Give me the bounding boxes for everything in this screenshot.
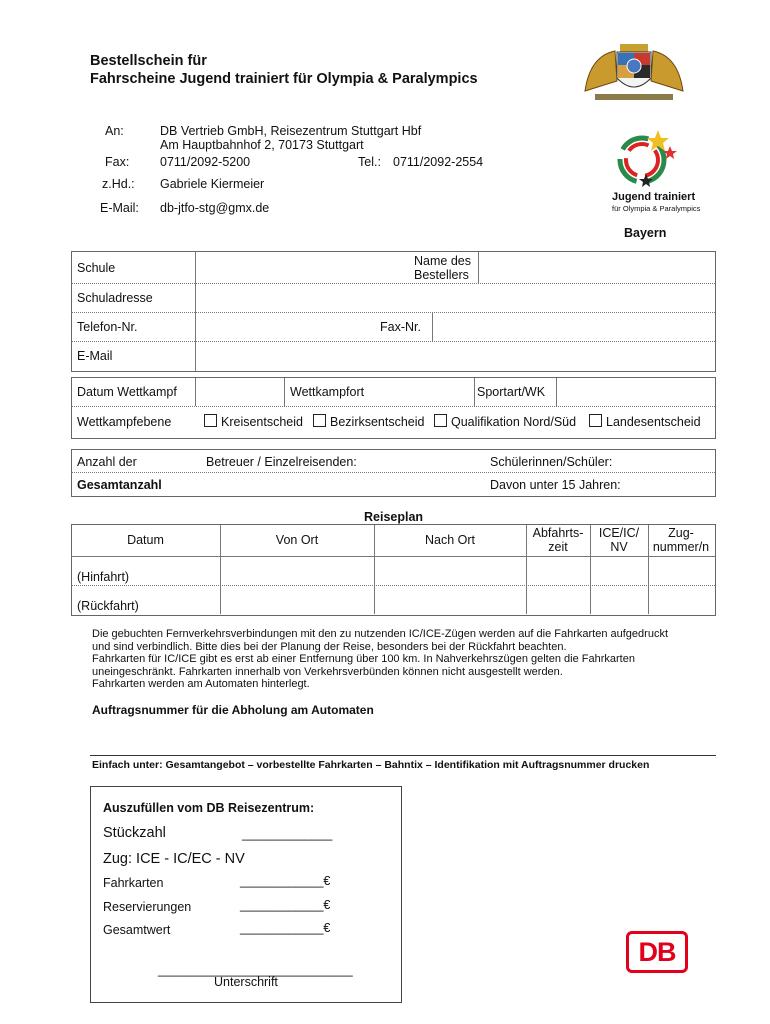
checkbox-icon[interactable] (434, 414, 447, 427)
fahrkarten-label: Fahrkarten (103, 876, 164, 890)
col-nach-ort: Nach Ort (424, 533, 475, 547)
page-title (90, 52, 478, 88)
schueler-field[interactable] (618, 450, 713, 472)
option-qualifikation[interactable] (434, 414, 576, 429)
option-landesentscheid[interactable] (589, 414, 701, 429)
auftragsnummer-label: Auftragsnummer für die Abholung am Automaten (92, 703, 374, 717)
notes-paragraph (92, 628, 732, 691)
col-zugnummer (648, 526, 714, 554)
col-zugnummer-line-2: nummer/n (652, 540, 710, 554)
jtfo-logo-line-2: für Olympia & Paralympics (612, 204, 701, 213)
stueckzahl-field[interactable]: _____________ (242, 827, 333, 841)
db-logo-text: DB (638, 937, 676, 967)
bavaria-coat-of-arms-icon (575, 36, 693, 106)
unter-15-label: Davon unter 15 Jahren: (490, 478, 621, 492)
note-line: Fahrkarten werden am Automaten hinterlegt. (92, 678, 310, 690)
option-bezirksentscheid-label: Bezirksentscheid (330, 415, 425, 429)
note-line: und sind verbindlich. Bitte dies bei der Planung der Reise, besonders bei der Rückfahrt beachten. (92, 640, 567, 653)
option-kreisentscheid[interactable] (204, 414, 303, 429)
reiseplan-title: Reiseplan (364, 510, 424, 524)
row-hinfahrt-fields[interactable] (221, 557, 714, 585)
jtfo-logo-line-1: Jugend trainiert (612, 191, 696, 203)
option-bezirksentscheid[interactable] (313, 414, 425, 429)
col-von-ort: Von Ort (275, 533, 319, 547)
checkbox-icon[interactable] (313, 414, 326, 427)
datum-wettkampf-label: Datum Wettkampf (77, 385, 177, 399)
gesamtanzahl-field[interactable] (170, 473, 480, 495)
einfach-instruction: Einfach unter: Gesamtangebot – vorbestellte Fahrkarten – Bahntix – Identifikation mit Auftragsnummer drucken (92, 759, 650, 771)
col-abfahrtszeit-line-1: Abfahrts- (532, 526, 584, 540)
name-des-bestellers-label (414, 254, 471, 282)
checkbox-icon[interactable] (204, 414, 217, 427)
jtfo-logo-icon (612, 126, 684, 188)
wettkampfort-label: Wettkampfort (290, 385, 365, 399)
sportart-label: Sportart/WK (477, 385, 546, 399)
fax-nr-label: Fax-Nr. (380, 320, 421, 334)
note-line: uneingeschränkt. Fahrkarten innerhalb von Verkehrsverbünden können nicht ausgestellt werden. (92, 665, 563, 678)
tel-label: Tel.: (358, 155, 381, 169)
reservierungen-label: Reservierungen (103, 900, 192, 914)
signature-line[interactable]: ____________________________ (158, 963, 353, 977)
row-hinfahrt-label: (Hinfahrt) (77, 570, 130, 584)
row-rueckfahrt-fields[interactable] (221, 586, 714, 614)
datum-wettkampf-field[interactable] (196, 378, 284, 406)
note-line: Fahrkarten für IC/ICE gibt es erst ab einer Entfernung über 100 km. In Nahverkehrszügen gelten die Fahrkarten (92, 653, 635, 665)
besteller-name-field[interactable] (479, 252, 714, 282)
gesamtwert-label: Gesamtwert (103, 923, 171, 937)
db-box-title: Auszufüllen vom DB Reisezentrum: (103, 801, 315, 815)
telefon-field[interactable] (196, 313, 376, 341)
recipient-line-1: DB Vertrieb GmbH, Reisezentrum Stuttgart Hbf (160, 124, 422, 138)
schule-field[interactable] (196, 252, 408, 282)
schule-label: Schule (77, 261, 116, 275)
option-kreisentscheid-label: Kreisentscheid (221, 415, 303, 429)
schuladresse-field[interactable] (196, 284, 714, 312)
row-rueckfahrt-label: (Rückfahrt) (77, 599, 139, 613)
option-qualifikation-label: Qualifikation Nord/Süd (451, 415, 577, 429)
email-label: E-Mail: (100, 201, 139, 215)
col-datum: Datum (127, 533, 164, 547)
col-zugart (590, 526, 648, 554)
col-zugart-line-2: NV (610, 540, 628, 554)
col-zugnummer-line-1: Zug- (668, 526, 694, 540)
telefon-label: Telefon-Nr. (77, 320, 138, 334)
title-line-2: Fahrscheine Jugend trainiert für Olympia & Paralympics (90, 71, 478, 87)
betreuer-label: Betreuer / Einzelreisenden: (206, 455, 357, 469)
note-line: Die gebuchten Fernverkehrsverbindungen mit den zu nutzenden IC/ICE-Zügen werden auf die Fahrkarten aufgedruckt (92, 628, 669, 640)
email-form-label: E-Mail (77, 349, 113, 363)
email-value: db-jtfo-stg@gmx.de (160, 201, 270, 215)
wettkampfort-field[interactable] (372, 378, 474, 406)
an-label: An: (105, 124, 124, 138)
unter-15-field[interactable] (630, 473, 713, 495)
wettkampfebene-label: Wettkampfebene (77, 415, 172, 429)
reservierungen-field[interactable]: ____________€ (240, 898, 331, 912)
email-form-field[interactable] (196, 342, 714, 370)
col-abfahrtszeit-line-2: zeit (548, 540, 568, 554)
auftragsnummer-field[interactable] (92, 720, 714, 750)
title-line-1: Bestellschein für (90, 53, 207, 69)
col-abfahrtszeit (526, 526, 590, 554)
fax-nr-field[interactable] (433, 313, 714, 341)
recipient-line-2: Am Hauptbahnhof 2, 70173 Stuttgart (160, 138, 364, 152)
region-label: Bayern (624, 226, 667, 240)
bestellers-text: Bestellers (414, 268, 469, 282)
name-des-text: Name des (414, 254, 471, 268)
schueler-label: Schülerinnen/Schüler: (490, 455, 613, 469)
option-landesentscheid-label: Landesentscheid (606, 415, 701, 429)
zhd-label: z.Hd.: (102, 177, 135, 191)
zug-label: Zug: ICE - IC/EC - NV (103, 851, 245, 867)
tel-value: 0711/2092-2554 (393, 155, 484, 169)
col-zugart-line-1: ICE/IC/ (598, 526, 640, 540)
betreuer-field[interactable] (365, 450, 485, 472)
stueckzahl-label: Stückzahl (103, 825, 166, 841)
fax-value: 0711/2092-5200 (160, 155, 251, 169)
gesamtwert-field[interactable]: ____________€ (240, 921, 331, 935)
sportart-field[interactable] (557, 378, 714, 406)
checkbox-icon[interactable] (589, 414, 602, 427)
unterschrift-label: Unterschrift (214, 975, 278, 989)
schuladresse-label: Schuladresse (77, 291, 153, 305)
fax-label: Fax: (105, 155, 130, 169)
fahrkarten-field[interactable]: ____________€ (240, 874, 331, 888)
zhd-value: Gabriele Kiermeier (160, 177, 265, 191)
gesamtanzahl-label: Gesamtanzahl (77, 478, 162, 492)
db-logo-icon (626, 931, 688, 973)
anzahl-label: Anzahl der (77, 455, 137, 469)
